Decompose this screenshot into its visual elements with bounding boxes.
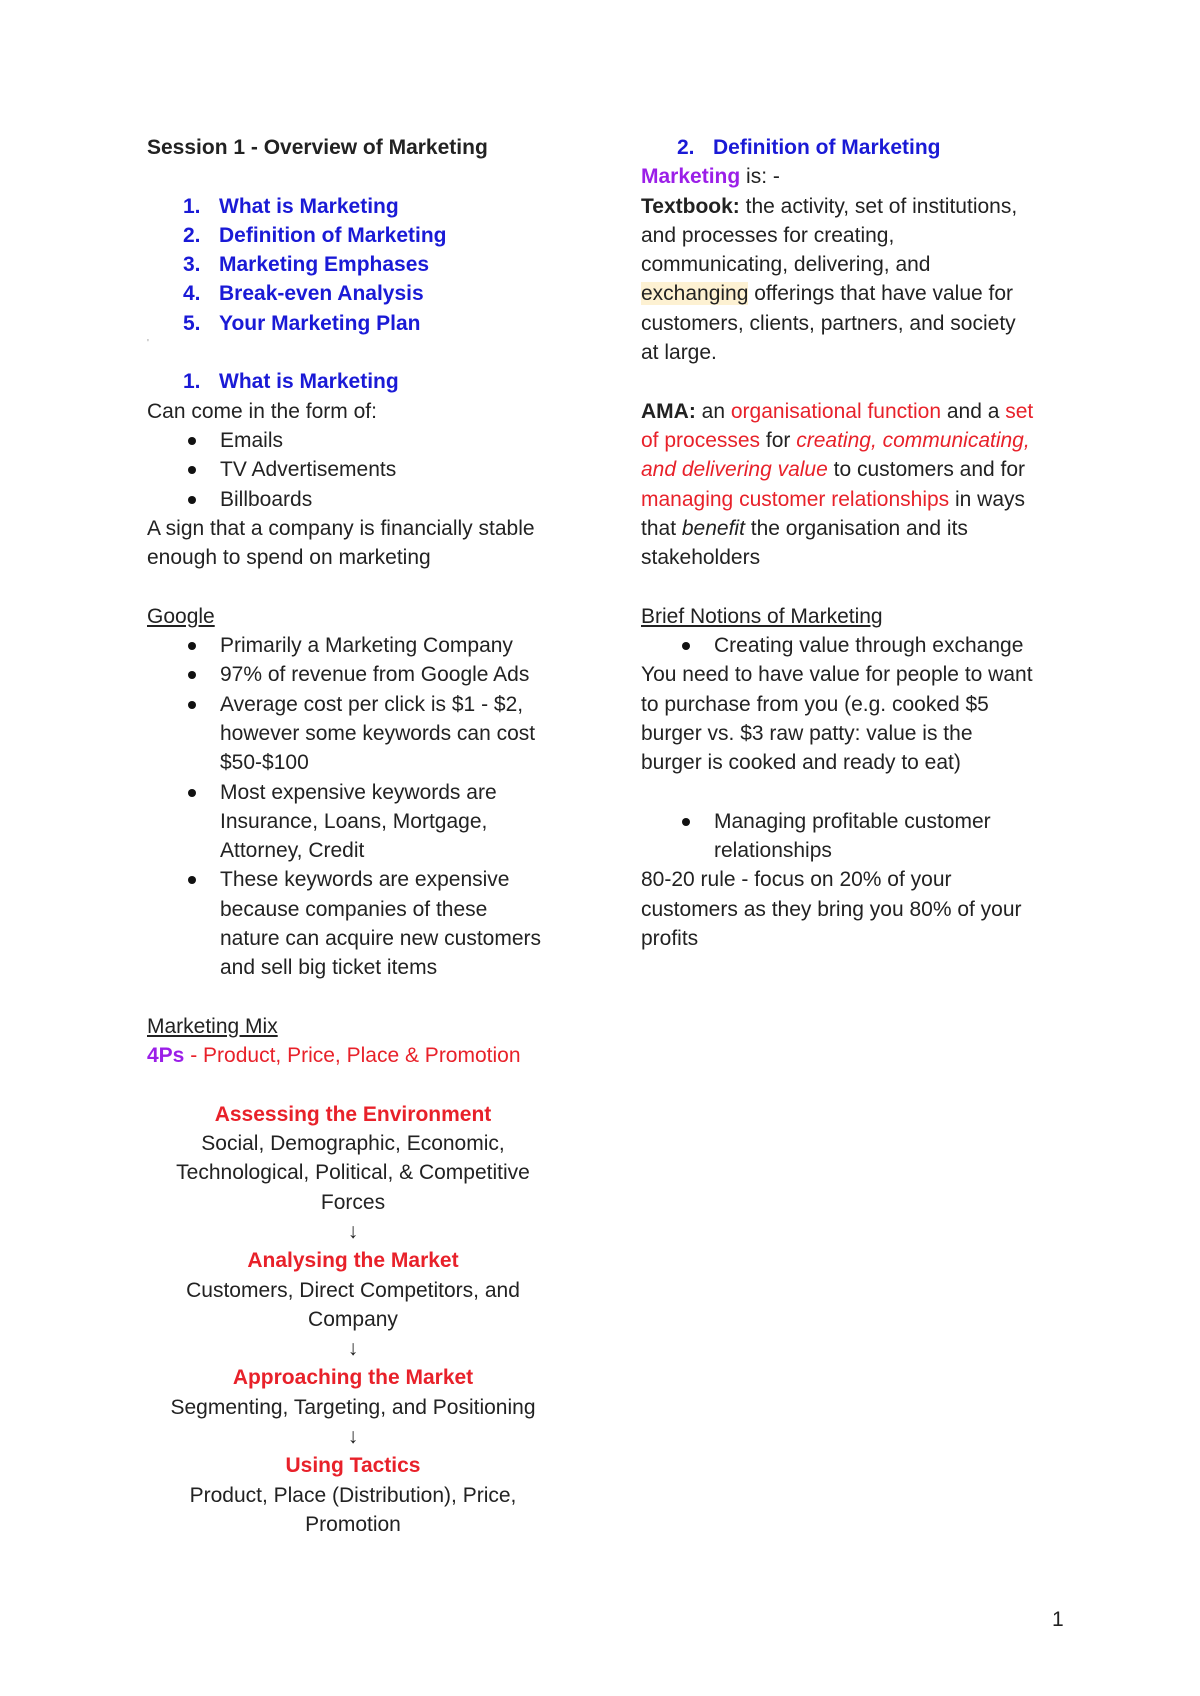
list-item: These keywords are expensive because companies of these nature can acquire new customers and sell big ticket items — [147, 865, 577, 982]
flow-step-heading: Assessing the Environment — [214, 1102, 492, 1126]
section-heading-what-is-marketing: 1. What is Marketing — [183, 370, 399, 394]
brief-notions-heading: Brief Notions of Marketing — [641, 604, 883, 628]
flow-step-text: Company — [308, 1307, 398, 1331]
down-arrow-icon: ↓ — [347, 1219, 359, 1243]
down-arrow-icon: ↓ — [347, 1425, 359, 1449]
section-heading-definition: 2. Definition of Marketing — [677, 136, 941, 159]
list-item: Primarily a Marketing Company — [147, 631, 577, 660]
flow-step-heading: Approaching the Market — [232, 1366, 474, 1390]
marketing-is-line: Marketing is: - — [641, 165, 780, 189]
list-item: Most expensive keywords are Insurance, Loans, Mortgage, Attorney, Credit — [147, 778, 577, 866]
flow-step-text: Social, Demographic, Economic, — [201, 1132, 505, 1156]
flow-step-text: Product, Place (Distribution), Price, — [189, 1483, 517, 1507]
highlighted-word: exchanging — [641, 282, 749, 306]
forms-list — [147, 426, 577, 514]
toc-item: 3. Marketing Emphases — [183, 253, 430, 277]
marketing-mix-heading: Marketing Mix — [147, 1014, 278, 1038]
toc-item: 1. What is Marketing — [183, 194, 399, 218]
paragraph-line: A sign that a company is financially stable — [147, 516, 535, 540]
paragraph-line: You need to have value for people to want — [641, 663, 1033, 687]
notions-list — [641, 807, 1081, 866]
right-column — [641, 133, 1081, 953]
notions-list — [641, 631, 1081, 660]
stray-mark: ' — [147, 338, 149, 350]
toc-item: 5. Your Marketing Plan — [183, 311, 421, 335]
flow-step-heading: Analysing the Market — [247, 1249, 459, 1273]
toc-item: 4. Break-even Analysis — [183, 282, 424, 306]
paragraph-line: to purchase from you (e.g. cooked $5 — [641, 692, 989, 716]
four-ps-line: 4Ps - Product, Price, Place & Promotion — [147, 1044, 521, 1068]
google-list — [147, 631, 577, 983]
google-heading: Google — [147, 604, 215, 628]
down-arrow-icon: ↓ — [347, 1337, 359, 1361]
list-item: Billboards — [147, 485, 577, 514]
list-item: Average cost per click is $1 - $2, however some keywords can cost $50-$100 — [147, 690, 577, 778]
page-number: 1 — [1052, 1608, 1064, 1631]
list-item: Emails — [147, 426, 577, 455]
flow-step-text: Technological, Political, & Competitive — [176, 1161, 530, 1185]
list-item: Managing profitable customer relationships — [641, 807, 1081, 866]
flow-step-text: Promotion — [305, 1512, 401, 1536]
flow-step-text: Forces — [320, 1190, 386, 1214]
ama-definition: AMA: an organisational function and a set of processes for creating, communicating, and delivering value to customers and for managing customer relationships in ways that benefit the organisation and its stakeholders — [641, 399, 1034, 570]
paragraph-line: profits — [641, 927, 699, 951]
paragraph-line: customers as they bring you 80% of your — [641, 897, 1022, 921]
textbook-definition: Textbook: the activity, set of institutions, and processes for creating, communicating, delivering, and exchanging offerings that have value for customers, clients, partners, and society at large. — [641, 194, 1018, 365]
table-of-contents — [147, 192, 577, 338]
section-intro: Can come in the form of: — [147, 399, 377, 423]
list-item: TV Advertisements — [147, 455, 577, 484]
paragraph-line: enough to spend on marketing — [147, 546, 431, 570]
flow-step-heading: Using Tactics — [285, 1454, 421, 1478]
paragraph-line: burger is cooked and ready to eat) — [641, 751, 961, 775]
left-column — [147, 133, 577, 1539]
paragraph-line: burger vs. $3 raw patty: value is the — [641, 721, 973, 745]
paragraph-line: 80-20 rule - focus on 20% of your — [641, 868, 952, 892]
flow-step-text: Segmenting, Targeting, and Positioning — [170, 1395, 536, 1419]
marketing-process-flow — [143, 1100, 563, 1539]
list-item: 97% of revenue from Google Ads — [147, 660, 577, 689]
flow-step-text: Customers, Direct Competitors, and — [186, 1278, 520, 1302]
list-item: Creating value through exchange — [641, 631, 1081, 660]
page-title: Session 1 - Overview of Marketing — [147, 136, 488, 159]
toc-item: 2. Definition of Marketing — [183, 223, 447, 247]
